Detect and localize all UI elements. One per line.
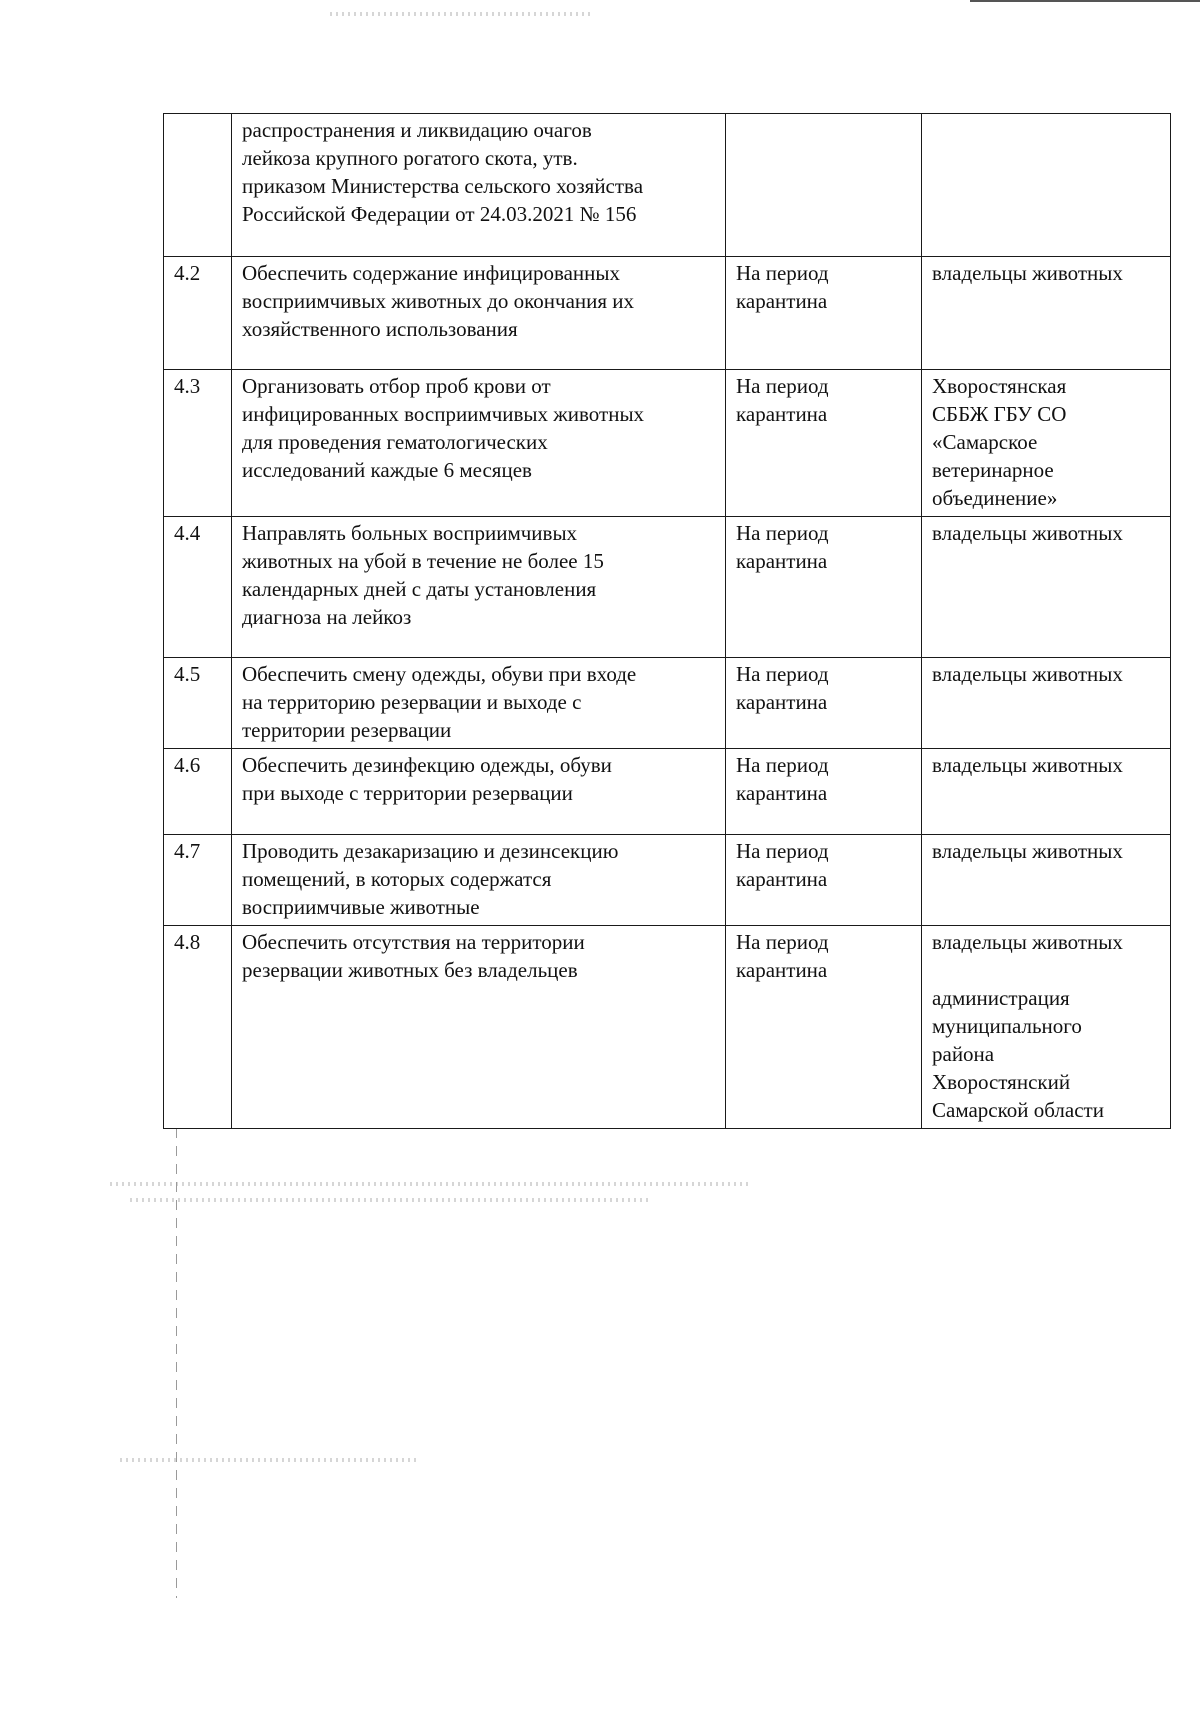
term-text: На период карантина [726,370,922,517]
term-text: На период карантина [726,926,922,1129]
scan-noise [130,1198,650,1202]
measure-text: Направлять больных восприимчивых животных на убой в течение не более 15 календарных дней с даты установления диагноза на лейкоз [232,517,726,658]
responsible-text [922,114,1171,257]
responsible-text: владельцы животных [922,749,1171,835]
row-number: 4.5 [164,658,232,749]
row-number: 4.3 [164,370,232,517]
responsible-text: владельцы животных [922,658,1171,749]
measure-text: Организовать отбор проб крови от инфицированных восприимчивых животных для проведения гематологических исследований каждые 6 месяцев [232,370,726,517]
table-row [164,749,1171,835]
term-text: На период карантина [726,517,922,658]
term-text: На период карантина [726,658,922,749]
responsible-text: владельцы животных [922,257,1171,370]
table-row [164,658,1171,749]
row-number: 4.6 [164,749,232,835]
table-row [164,114,1171,257]
measures-table [163,113,1171,1129]
table-row [164,835,1171,926]
responsible-text: владельцы животных [922,835,1171,926]
row-number: 4.7 [164,835,232,926]
responsible-text: Хворостянская СББЖ ГБУ СО «Самарское ветеринарное объединение» [922,370,1171,517]
row-number: 4.8 [164,926,232,1129]
measure-text: распространения и ликвидацию очагов лейкоза крупного рогатого скота, утв. приказом Министерства сельского хозяйства Российской Федерации от 24.03.2021 № 156 [232,114,726,257]
scan-noise [110,1182,750,1186]
term-text: На период карантина [726,257,922,370]
measure-text: Проводить дезакаризацию и дезинсекцию помещений, в которых содержатся восприимчивые животные [232,835,726,926]
measure-text: Обеспечить содержание инфицированных восприимчивых животных до окончания их хозяйственного использования [232,257,726,370]
measure-text: Обеспечить отсутствия на территории резервации животных без владельцев [232,926,726,1129]
term-text [726,114,922,257]
table-row [164,370,1171,517]
scan-noise [330,12,590,16]
term-text: На период карантина [726,749,922,835]
responsible-text: владельцы животных администрация муниципального района Хворостянский Самарской области [922,926,1171,1129]
row-number: 4.4 [164,517,232,658]
scan-noise [120,1458,420,1462]
term-text: На период карантина [726,835,922,926]
row-number: 4.2 [164,257,232,370]
table-row [164,517,1171,658]
table-row [164,926,1171,1129]
measure-text: Обеспечить дезинфекцию одежды, обуви при выходе с территории резервации [232,749,726,835]
responsible-text: владельцы животных [922,517,1171,658]
row-number [164,114,232,257]
scan-edge-line [970,0,1200,2]
table-row [164,257,1171,370]
scan-margin-line [176,1128,177,1598]
measure-text: Обеспечить смену одежды, обуви при входе на территорию резервации и выходе с территории резервации [232,658,726,749]
